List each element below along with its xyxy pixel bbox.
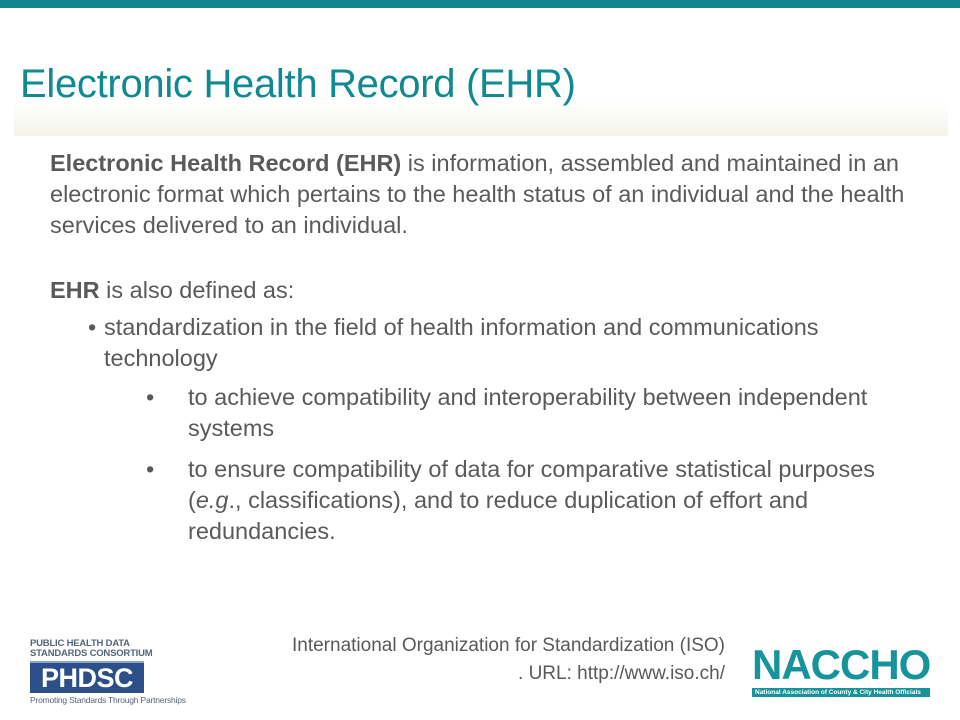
definition-text: is information, assembled and maintained in an electronic format which pertains to the health status of an individual and the health services delivered to an individual.: [50, 150, 905, 238]
also-defined-text: is also defined as:: [99, 277, 295, 303]
sub-bullet-text-b: ., classifications), and to reduce duplication of effort and redundancies.: [188, 487, 809, 544]
bullet-dot: •: [88, 314, 97, 340]
sub-bullet-compatibility: [50, 382, 888, 444]
bullet-dot: •: [146, 456, 155, 482]
naccho-logo: [752, 641, 931, 700]
source-citation: [292, 632, 725, 688]
top-accent-bar: [0, 0, 960, 8]
bullet-standardization: [50, 312, 930, 374]
citation-line-1: International Organization for Standardization (ISO): [291, 635, 725, 656]
definition-term: Electronic Health Record (EHR): [50, 150, 402, 176]
slide-title: Electronic Health Record (EHR): [20, 62, 576, 106]
bullet-text: standardization in the field of health information and communications technology: [104, 314, 819, 371]
sub-bullet-text-em: e.g: [195, 487, 229, 513]
sub-bullet-text-a: to ensure compatibility of data for comparative statistical purposes (: [188, 456, 876, 513]
definition-paragraph: [50, 148, 930, 241]
phdsc-logo: [30, 638, 186, 705]
sub-bullet-data-compatibility: [50, 454, 888, 547]
naccho-subtitle: National Association of County & City Health Officials: [752, 688, 930, 697]
sub-bullet-text: to achieve compatibility and interoperability between independent systems: [188, 384, 868, 441]
phdsc-top-line2: STANDARDS CONSORTIUM: [30, 648, 153, 659]
bullet-dot: •: [146, 384, 155, 410]
citation-line-2: . URL: http://www.iso.ch/: [518, 663, 725, 684]
also-defined-paragraph: [50, 275, 930, 306]
phdsc-wordmark: PHDSC: [30, 661, 144, 693]
phdsc-top-line1: PUBLIC HEALTH DATA: [30, 638, 130, 649]
also-defined-term: EHR: [50, 277, 100, 303]
naccho-wordmark: NACCHO: [752, 641, 931, 688]
phdsc-tagline: Promoting Standards Through Partnerships: [30, 695, 186, 705]
slide-body: [50, 148, 930, 547]
